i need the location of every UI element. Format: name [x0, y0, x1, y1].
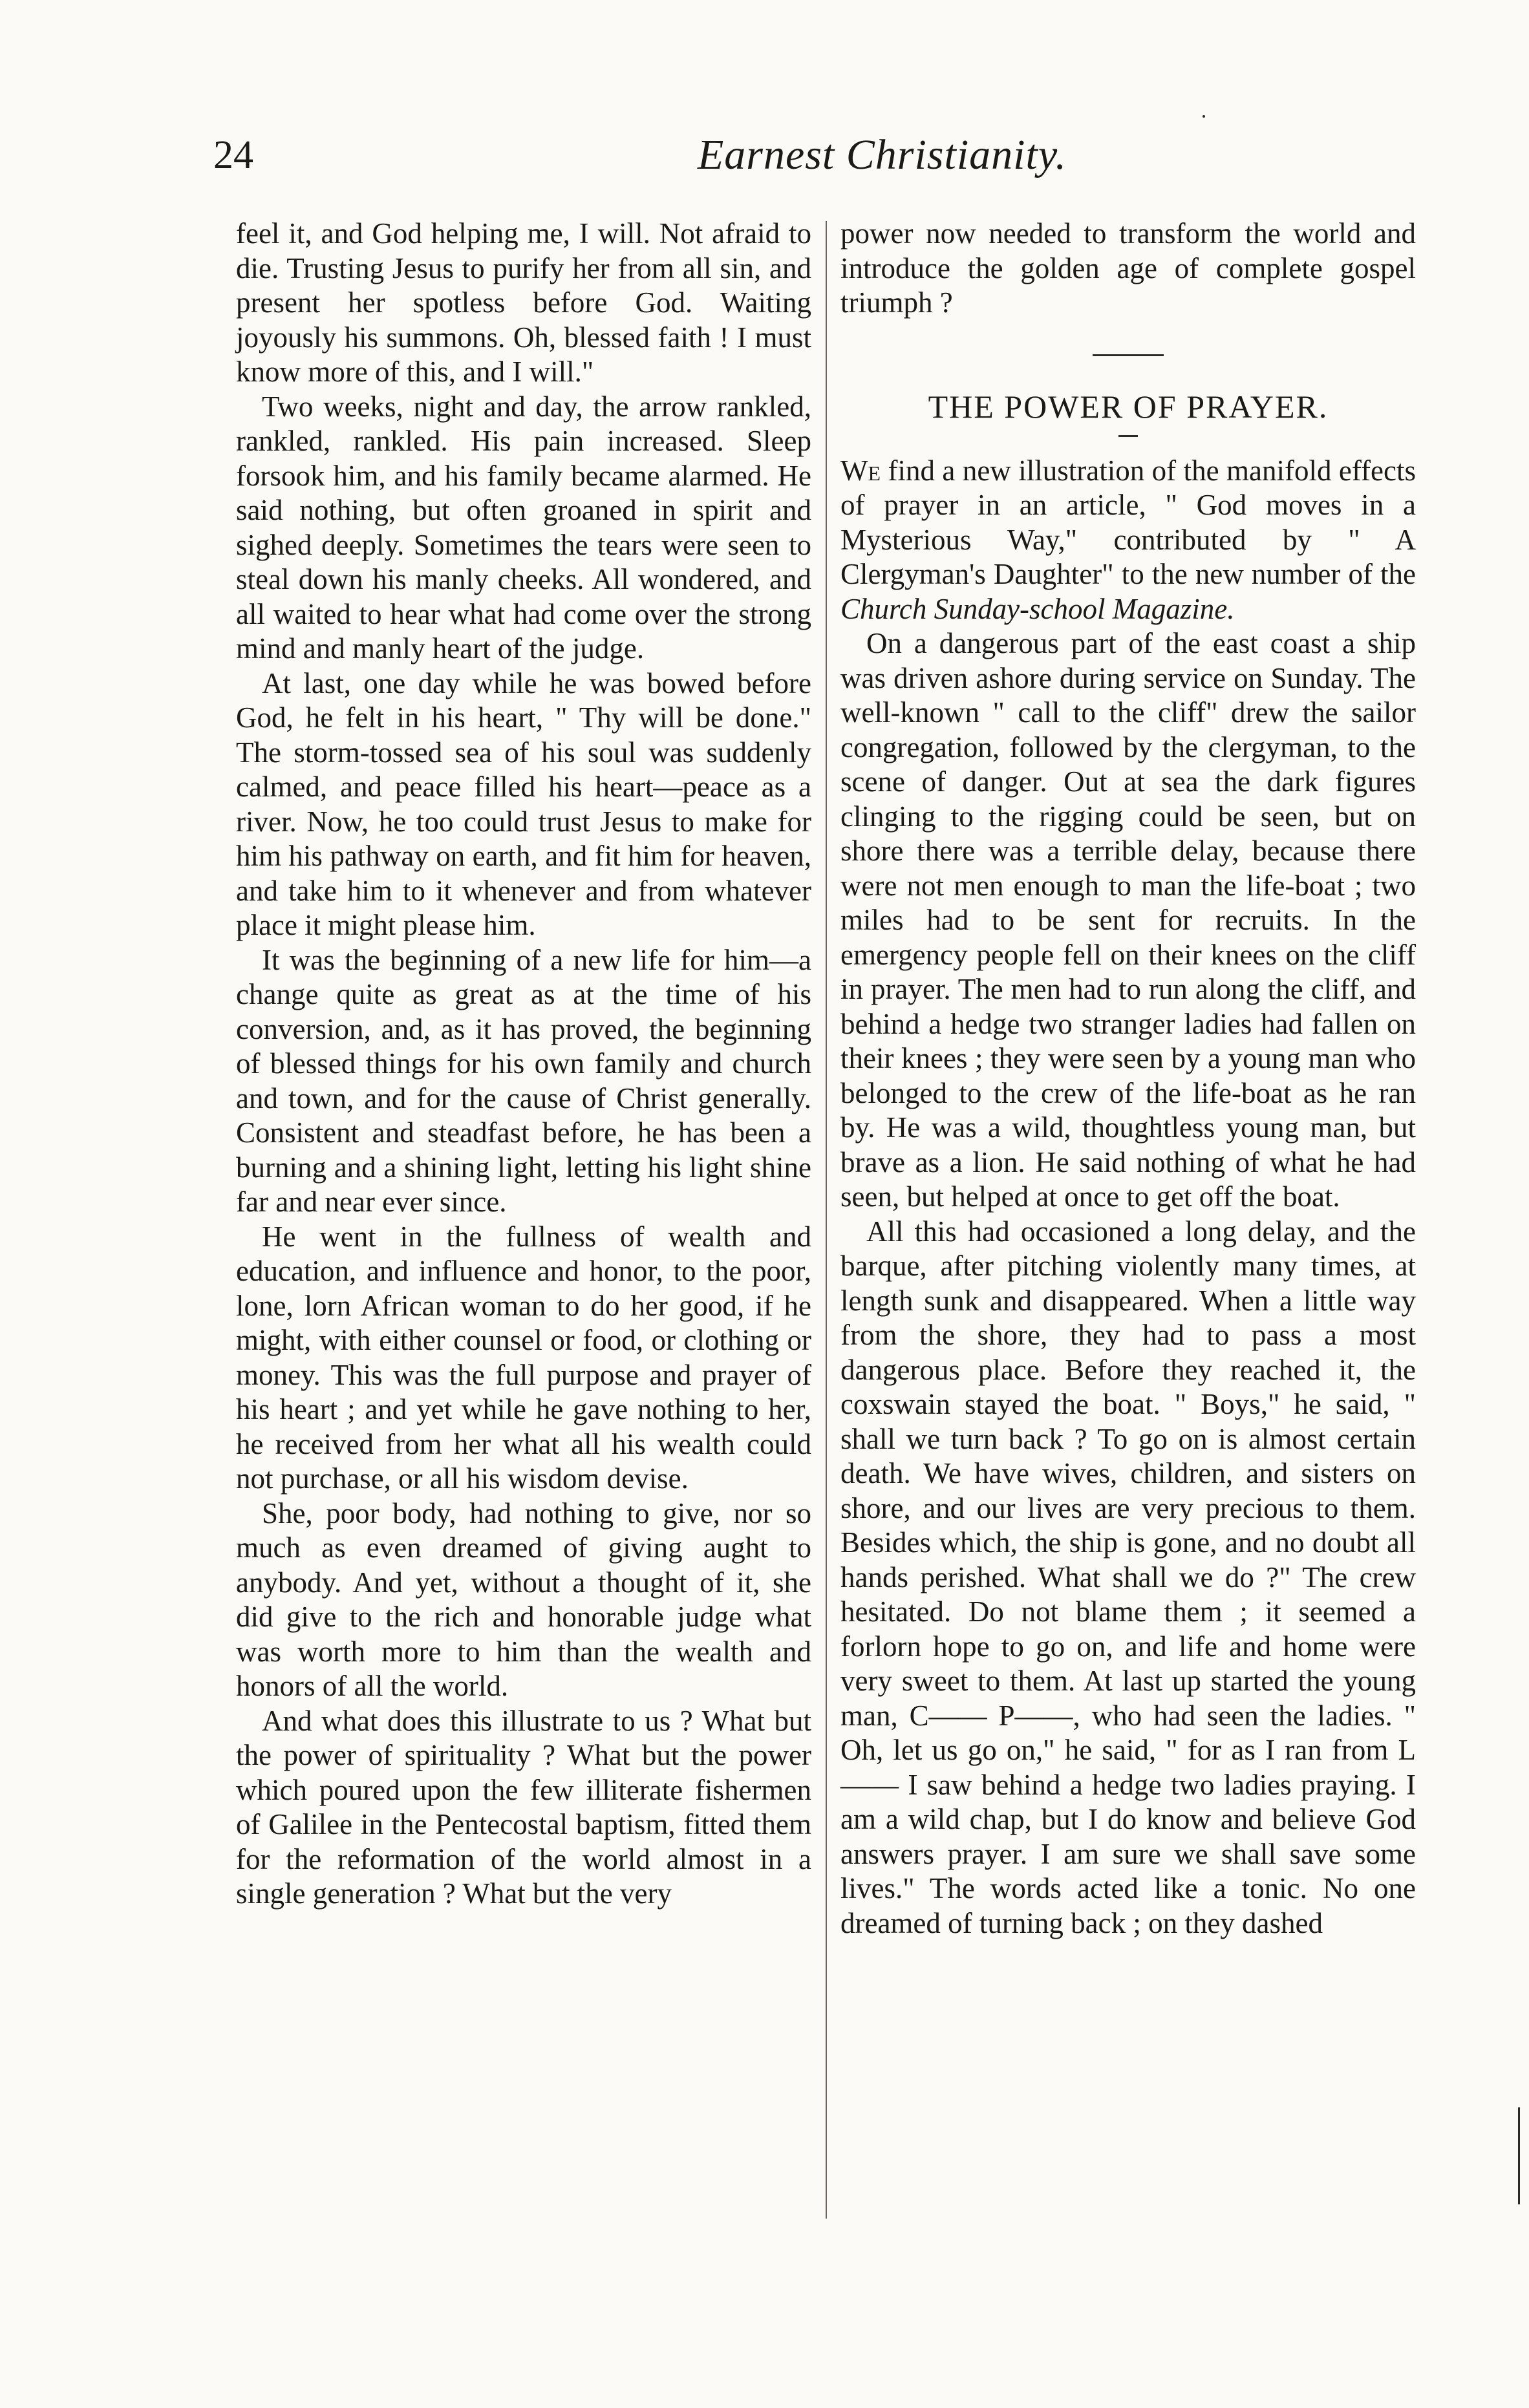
- paragraph: And what does this illustrate to us ? What but the power of spirituality ? What but the power which poured upon the few illiterate fishermen of Galilee in the Pentecostal baptism, fitted them for the reformation of the world almost in a single generation ? What but the very: [236, 1704, 811, 1910]
- title-dash: [1118, 435, 1138, 437]
- paragraph: feel it, and God helping me, I will. Not afraid to die. Trusting Jesus to purify her from all sin, and present her spotless before God. Waiting joyously his summons. Oh, blessed faith ! I must know more of this, and I will.": [236, 217, 811, 388]
- page-edge-mark: [1518, 2107, 1520, 2204]
- paragraph: [840, 454, 1416, 627]
- paragraph: On a dangerous part of the east coast a ship was driven ashore during service on Sunday. The well-known " call to the cliff" drew the sailor congregation, followed by the clergyman, to the scene of danger. Out at sea the dark figures clinging to the rigging could be seen, but on shore there was a terrible delay, because there were not men enough to man the life-boat ; two miles had to be sent for recruits. In the emergency people fell on their knees on the cliff in prayer. The men had to run along the cliff, and behind a hedge two stranger ladies had fallen on their knees ; they were seen by a young man who belonged to the crew of the life-boat as he ran by. He was a wild, thoughtless young man, but brave as a lion. He said nothing of what he had seen, but helped at once to get off the boat.: [840, 627, 1416, 1213]
- running-title: Earnest Christianity.: [697, 131, 1067, 178]
- paragraph: power now needed to transform the world and introduce the golden age of complete gospel triumph ?: [840, 217, 1416, 319]
- section-title: THE POWER OF PRAYER.: [928, 388, 1329, 425]
- section-separator: [1093, 354, 1164, 356]
- opening-word: We: [840, 454, 881, 487]
- right-column: [840, 217, 1416, 1941]
- print-speck: [1203, 115, 1205, 118]
- paragraph: Two weeks, night and day, the arrow rankled, rankled, rankled. His pain increased. Sleep forsook him, and his family became alarmed. He said nothing, but often groaned in spirit and sighed deeply. Sometimes the tears were seen to steal down his manly cheeks. All wondered, and all waited to hear what had come over the strong mind and manly heart of the judge.: [236, 390, 811, 665]
- page-header: [213, 129, 1067, 194]
- paragraph: All this had occasioned a long delay, and the barque, after pitching violently many times, at length sunk and disappeared. When a little way from the shore, they had to pass a most dangerous place. Before they reached it, the coxswain stayed the boat. " Boys," he said, " shall we turn back ? To go on is almost certain death. We have wives, children, and sisters on shore, and our lives are very precious to them. Besides which, the ship is gone, and no doubt all hands perished. What shall we do ?" The crew hesitated. Do not blame them ; it seemed a forlorn hope to go on, and life and home were very sweet to them. At last up started the young man, C—— P——, who had seen the ladies. " Oh, let us go on," he said, " for as I ran from L—— I saw behind a hedge two ladies praying. I am a wild chap, but I do know and believe God answers prayer. I am sure we shall save some lives." The words acted like a tonic. No one dreamed of turning back ; on they dashed: [840, 1215, 1416, 1939]
- magazine-title: Church Sunday-school Magazine.: [840, 592, 1235, 625]
- left-column: [236, 217, 811, 1912]
- paragraph-text: find a new illustration of the manifold effects of prayer in an article, " God moves in a Mysterious Way," contributed by " A Clergyman's Daughter" to the new number of the: [840, 454, 1416, 590]
- paragraph: It was the beginning of a new life for him—a change quite as great as at the time of his conversion, and, as it has proved, the beginning of blessed things for his own family and church and town, and for the cause of Christ generally. Consistent and steadfast before, he has been a burning and a shining light, letting his light shine far and near ever since.: [236, 943, 811, 1218]
- paragraph: She, poor body, had nothing to give, nor so much as even dreamed of giving aught to anybody. And yet, without a thought of it, she did give to the rich and honorable judge what was worth more to him than the wealth and honors of all the world.: [236, 1497, 811, 1702]
- paragraph: At last, one day while he was bowed before God, he felt in his heart, " Thy will be done." The storm-tossed sea of his soul was suddenly calmed, and peace filled his heart—peace as a river. Now, he too could trust Jesus to make for him his pathway on earth, and fit him for heaven, and take him to it whenever and from whatever place it might please him.: [236, 666, 811, 941]
- column-divider: [826, 221, 827, 2219]
- page-number: 24: [213, 133, 253, 177]
- paragraph: He went in the fullness of wealth and education, and influence and honor, to the poor, lone, lorn African woman to do her good, if he might, with either counsel or food, or clothing or money. This was the full purpose and prayer of his heart ; and yet while he gave nothing to her, he received from her what all his wealth could not purchase, or all his wisdom devise.: [236, 1220, 811, 1495]
